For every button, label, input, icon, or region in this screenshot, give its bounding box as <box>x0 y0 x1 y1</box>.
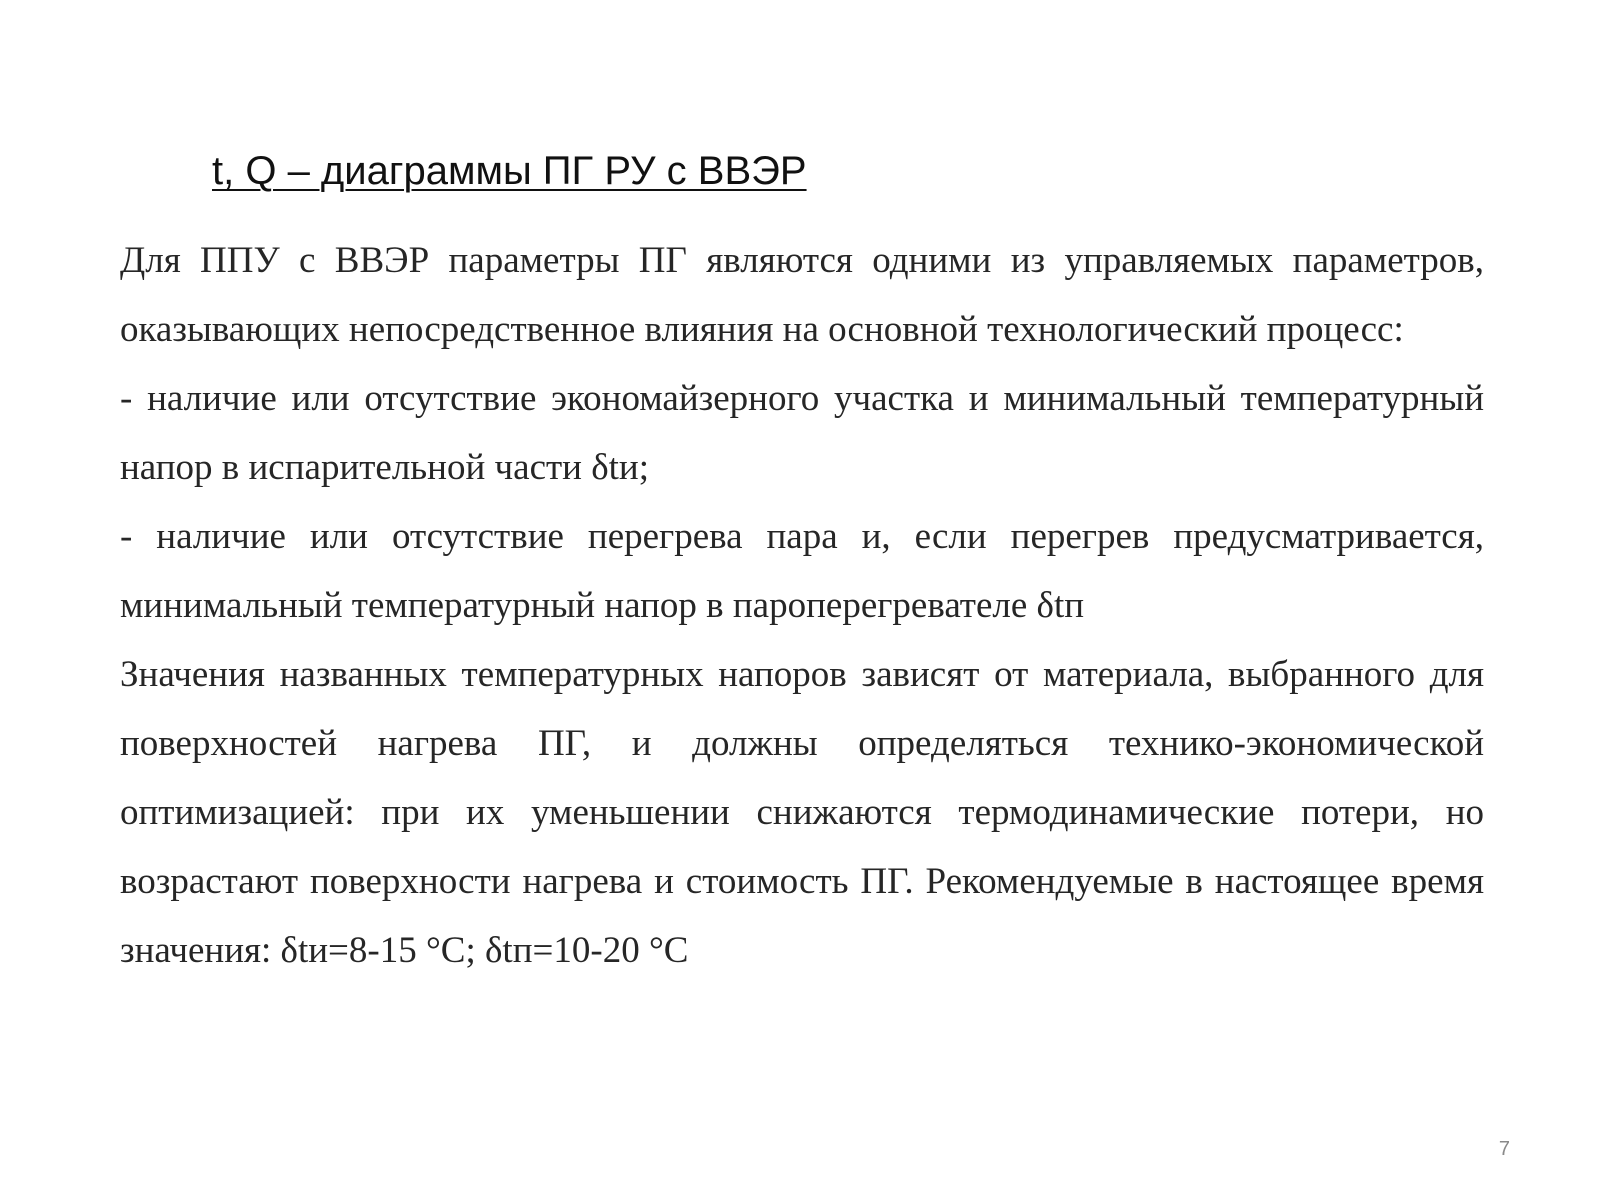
bullet-superheat: - наличие или отсутствие перегрева пара и, если перегрев предусматривается, минимальный температурный напор в пароперегревателе δtп <box>120 516 1484 626</box>
slide-title: t, Q – диаграммы ПГ РУ с ВВЭР <box>212 149 807 193</box>
paragraph-values: Значения названных температурных напоров зависят от материала, выбранного для поверхностей нагрева ПГ, и должны определяться технико-экономической оптимизацией: при их уменьшении снижаются термодинамические потери, но возрастают поверхности нагрева и стоимость ПГ. Рекомендуемые в настоящее время значения: δtи=8-15 °С; δtп=10-20 °С <box>120 654 1484 971</box>
bullet-economizer: - наличие или отсутствие экономайзерного участка и минимальный температурный напор в испарительной части δtи; <box>120 378 1484 488</box>
slide-body <box>120 226 1484 985</box>
page-number: 7 <box>1498 1138 1510 1160</box>
paragraph-intro: Для ППУ с ВВЭР параметры ПГ являются одними из управляемых параметров, оказывающих непосредственное влияния на основной технологический процесс: <box>120 240 1484 350</box>
